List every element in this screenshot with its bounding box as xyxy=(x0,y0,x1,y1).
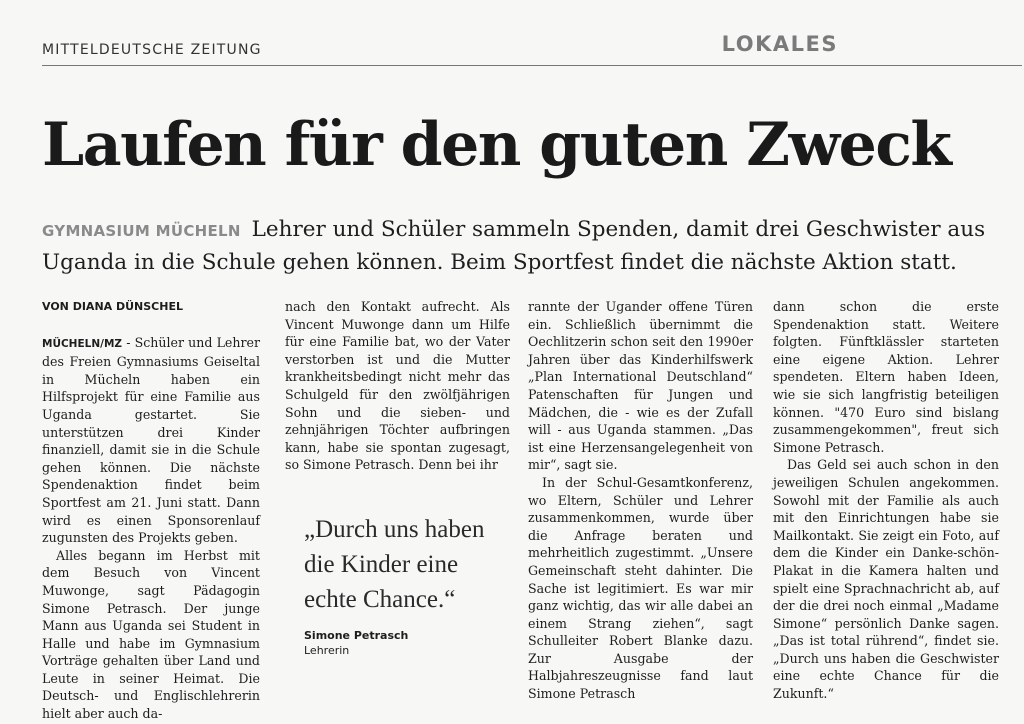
article-column-4 xyxy=(773,298,999,703)
section-label: LOKALES xyxy=(721,32,838,56)
dateline: MÜCHELN/MZ xyxy=(42,337,123,350)
paragraph-text: - Schüler und Lehrer des Freien Gymnasiums Geiseltal in Mücheln haben ein Hilfsprojekt für eine Familie aus Uganda gestartet. Sie unterstützen drei Kinder finanziell, damit sie in die Schule gehen können. Die nächste Spendenaktion findet beim Sportfest am 21. Juni statt. Dann wird es einen Sponsorenlauf zugunsten des Projekts geben. xyxy=(42,334,260,546)
paragraph xyxy=(42,334,260,547)
paragraph: nach den Kontakt aufrecht. Als Vincent Muwonge dann um Hilfe für eine Familie bat, wo der Vater verstorben ist und die Mutter krankheitsbedingt nicht mehr das Schulgeld für den zwölfjährigen Sohn und die sieben- und zehnjährigen Töchter aufbringen kann, habe sie spontan zugesagt, so Simone Petrasch. Denn bei ihr xyxy=(285,299,510,473)
byline: VON DIANA DÜNSCHEL xyxy=(42,300,183,313)
paragraph: Das Geld sei auch schon in den jeweiligen Schulen angekommen. Sowohl mit der Familie als auch mit den Einrichtungen habe sie Mailkontakt. Sie zeigt ein Foto, auf dem die Kinder ein Danke-schön-Plakat in die Kamera halten und spielt eine Sprachnachricht ab, auf der die drei noch einmal „Madame Simone“ persönlich Danke sagen. „Das ist total rührend“, findet sie. „Durch uns haben die Geschwister eine echte Chance für die Zukunft.“ xyxy=(773,457,999,702)
article-deck xyxy=(42,214,1012,278)
pull-quote-role: Lehrerin xyxy=(304,644,350,657)
paragraph: rannte der Ugander offene Türen ein. Schließlich übernimmt die Oechlitzerin schon seit den 1990er Jahren über das Kinderhilfswerk „Plan International Deutschland“ Patenschaften für Jungen und Mädchen, die - wie es der Zufall will - aus Uganda stammen. „Das ist eine Herzensangelegenheit von mir“, sagt sie. xyxy=(528,299,753,473)
paragraph: dann schon die erste Spendenaktion statt. Weitere folgten. Fünftklässler starteten eine eigene Aktion. Lehrer spendeten. Eltern haben Ideen, wie sie sich langfristig beteiligen können. "470 Euro sind bislang zusammengekommen", freut sich Simone Petrasch. xyxy=(773,299,999,455)
pull-quote-name: Simone Petrasch xyxy=(304,629,409,642)
pull-quote xyxy=(304,512,514,657)
paragraph: Alles begann im Herbst mit dem Besuch von Vincent Muwonge, sagt Pädagogin Simone Petrasch. Der junge Mann aus Uganda sei Student in Halle und habe im Gymnasium Vorträge gehalten über Land und Leute in seiner Heimat. Die Deutsch- und Englischlehrerin hielt aber auch da- xyxy=(42,547,260,722)
deck-kicker: GYMNASIUM MÜCHELN xyxy=(42,222,241,240)
article-column-2 xyxy=(285,298,510,474)
deck-text: Lehrer und Schüler sammeln Spenden, damit drei Geschwister aus Uganda in die Schule gehen können. Beim Sportfest findet die nächste Aktion statt. xyxy=(42,217,986,275)
header-rule xyxy=(42,65,1022,66)
article-column-1 xyxy=(42,298,260,723)
article-headline: Laufen für den guten Zweck xyxy=(42,110,951,180)
pull-quote-text: „Durch uns haben die Kinder eine echte Chance.“ xyxy=(304,516,485,613)
paragraph: In der Schul-Gesamtkonferenz, wo Eltern, Schüler und Lehrer zusammenkommen, wurde über die Anfrage beraten und mehrheitlich zugestimmt. „Unsere Gemeinschaft steht dahinter. Die Sache ist legitimiert. Es war mir ganz wichtig, das wir alle dabei an einem Strang ziehen“, sagt Schulleiter Robert Blanke dazu. Zur Ausgabe der Halbjahreszeugnisse fand laut Simone Petrasch xyxy=(528,474,753,702)
publication-name: MITTELDEUTSCHE ZEITUNG xyxy=(42,42,262,58)
article-column-3 xyxy=(528,298,753,703)
